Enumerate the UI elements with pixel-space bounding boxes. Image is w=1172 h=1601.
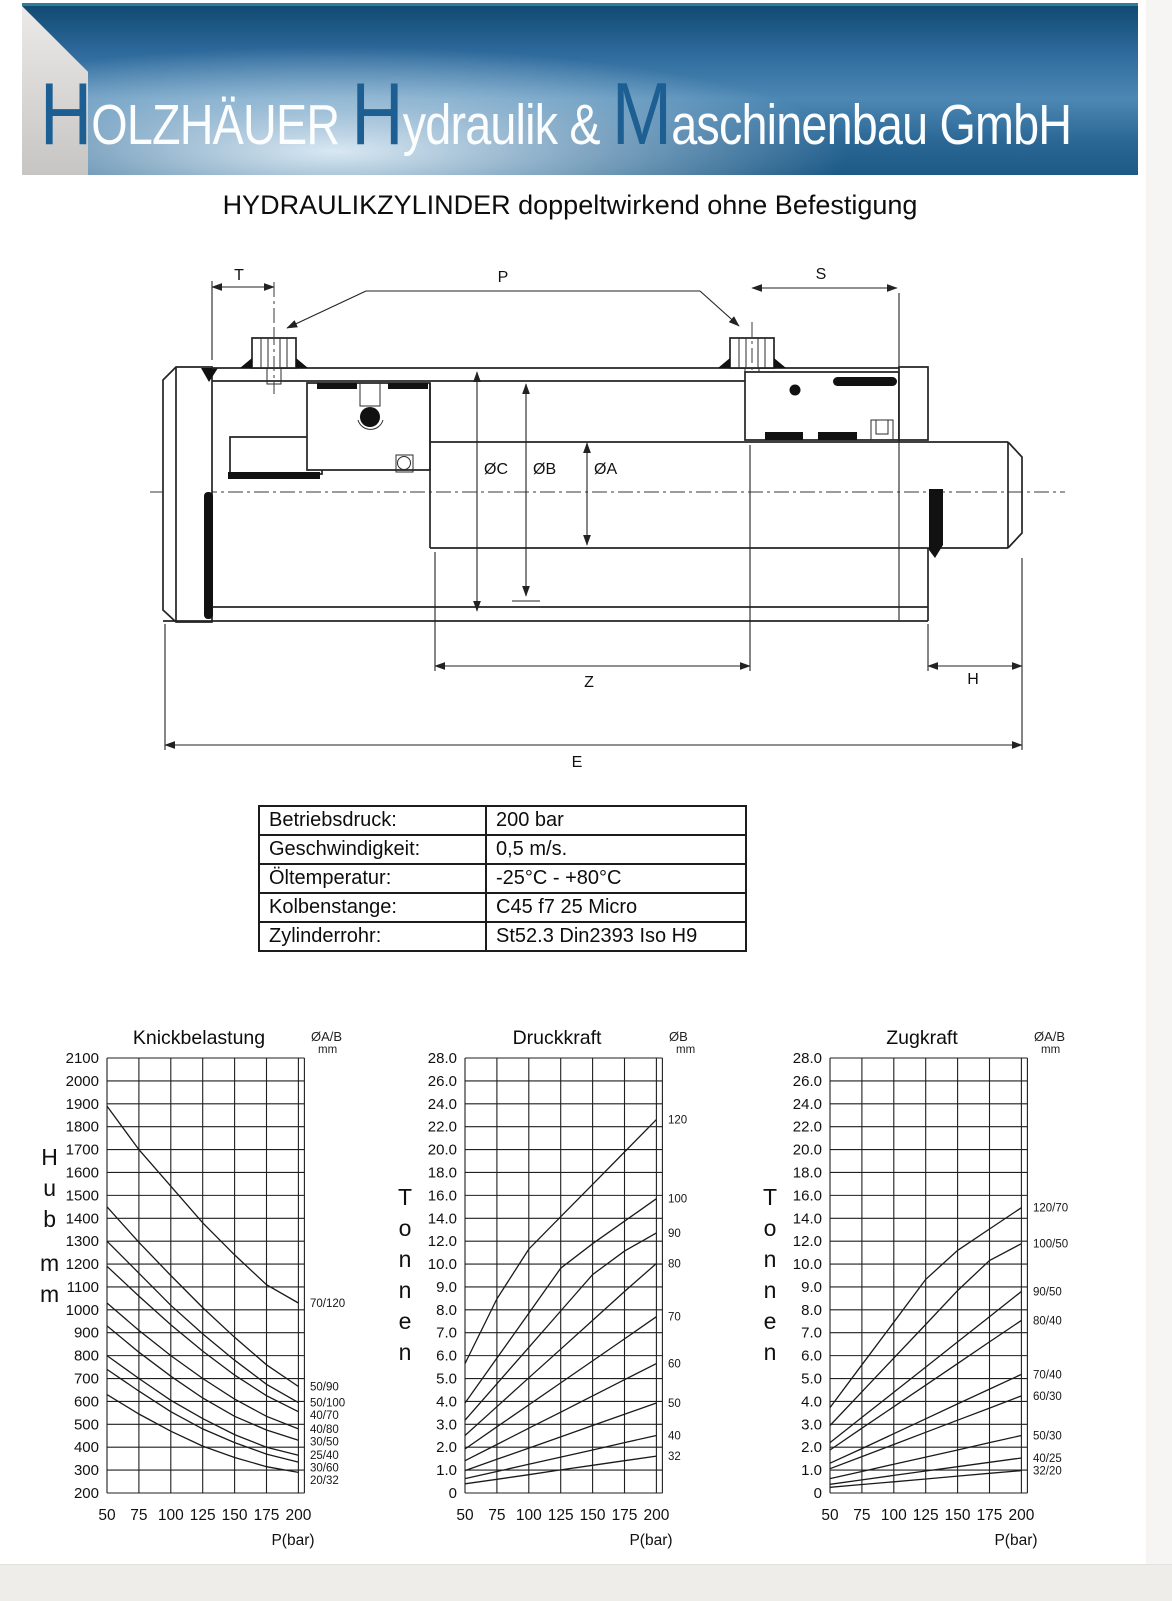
left-seal-bar [204,492,213,619]
svg-text:1200: 1200 [65,1256,99,1274]
svg-text:Druckkraft: Druckkraft [512,1027,602,1049]
svg-text:14.0: 14.0 [792,1210,822,1228]
svg-text:600: 600 [73,1393,99,1411]
svg-text:120/70: 120/70 [1033,1202,1069,1215]
svg-text:0: 0 [448,1485,457,1502]
spec-value: -25°C - +80°C [486,864,746,893]
svg-text:70: 70 [668,1311,681,1324]
svg-text:60/30: 60/30 [1033,1390,1062,1403]
svg-text:4.0: 4.0 [436,1393,457,1411]
svg-text:400: 400 [73,1439,99,1457]
svg-text:7.0: 7.0 [436,1324,457,1342]
svg-text:100: 100 [157,1507,184,1524]
svg-text:26.0: 26.0 [792,1072,822,1090]
svg-text:150: 150 [221,1507,248,1524]
svg-text:20.0: 20.0 [792,1141,822,1159]
table-row [259,806,746,835]
svg-text:12.0: 12.0 [427,1233,457,1251]
svg-text:24.0: 24.0 [792,1095,822,1113]
svg-text:8.0: 8.0 [801,1301,822,1319]
spec-value: 0,5 m/s. [486,835,746,864]
svg-text:26.0: 26.0 [427,1072,457,1090]
svg-text:75: 75 [488,1507,506,1524]
svg-text:6.0: 6.0 [801,1347,822,1365]
svg-text:200: 200 [1008,1507,1035,1524]
svg-text:50/90: 50/90 [310,1381,339,1394]
spec-label: Kolbenstange: [259,893,486,922]
port-left [240,330,308,394]
svg-text:ØA/B: ØA/B [1034,1029,1066,1044]
dim-label-dc: ØC [484,461,508,478]
svg-text:ØA/B: ØA/B [311,1029,343,1044]
y-axis-label: H u b m m [40,1144,60,1307]
svg-text:2100: 2100 [65,1050,99,1067]
svg-text:40/25: 40/25 [1033,1452,1062,1465]
table-row [259,922,746,951]
svg-text:1.0: 1.0 [801,1462,822,1480]
svg-text:1300: 1300 [65,1233,99,1251]
brand-initial: H [351,63,403,163]
svg-text:1900: 1900 [65,1095,99,1113]
svg-text:80/40: 80/40 [1033,1315,1062,1328]
svg-text:28.0: 28.0 [427,1050,457,1067]
svg-text:200: 200 [285,1507,312,1524]
svg-text:20/32: 20/32 [310,1475,339,1488]
svg-text:50/30: 50/30 [1033,1430,1062,1443]
svg-text:mm: mm [676,1044,696,1056]
company-logo-banner [22,3,1138,175]
chart-knickbelastung [40,1020,392,1598]
y-axis-label: T o n n e n [763,1184,778,1365]
spec-label: Betriebsdruck: [259,806,486,835]
svg-text:1400: 1400 [65,1210,99,1228]
spec-label: Öltemperatur: [259,864,486,893]
svg-text:14.0: 14.0 [427,1210,457,1228]
svg-text:12.0: 12.0 [792,1233,822,1251]
svg-text:125: 125 [912,1507,939,1524]
spec-label: Zylinderrohr: [259,922,486,951]
dim-label-h: H [967,671,979,688]
svg-text:90: 90 [668,1227,681,1240]
scan-edge-band [1146,0,1172,1600]
dim-label-da: ØA [594,461,618,478]
brand-text: aschinenbau GmbH [671,92,1072,157]
svg-text:50: 50 [98,1507,116,1524]
svg-text:175: 175 [253,1507,280,1524]
rod-seal-band [929,489,943,558]
svg-text:1600: 1600 [65,1164,99,1182]
table-row [259,864,746,893]
svg-text:0: 0 [813,1485,822,1502]
svg-text:Zugkraft: Zugkraft [886,1027,958,1049]
svg-text:50: 50 [456,1507,474,1524]
svg-text:25/40: 25/40 [310,1450,339,1463]
svg-text:2.0: 2.0 [801,1439,822,1457]
svg-text:40/70: 40/70 [310,1410,339,1423]
svg-text:40: 40 [668,1430,681,1443]
spec-table [258,805,747,952]
svg-text:150: 150 [944,1507,971,1524]
svg-text:1.0: 1.0 [436,1462,457,1480]
svg-text:22.0: 22.0 [792,1118,822,1136]
page-title: HYDRAULIKZYLINDER doppeltwirkend ohne Befestigung [222,190,918,220]
brand-initial: M [611,63,672,163]
svg-text:150: 150 [579,1507,606,1524]
chart-grid [107,1058,304,1493]
svg-text:10.0: 10.0 [792,1256,822,1274]
svg-text:50/100: 50/100 [310,1397,346,1410]
svg-text:300: 300 [73,1462,99,1480]
spec-label: Geschwindigkeit: [259,835,486,864]
svg-text:75: 75 [130,1507,148,1524]
cylinder-drawing [0,250,1172,790]
chart-druckkraft [398,1020,750,1598]
svg-text:4.0: 4.0 [801,1393,822,1411]
svg-text:7.0: 7.0 [801,1324,822,1342]
svg-text:3.0: 3.0 [801,1416,822,1434]
chart-zugkraft [763,1020,1115,1598]
svg-text:50: 50 [821,1507,839,1524]
svg-text:1500: 1500 [65,1187,99,1205]
dim-label-db: ØB [533,461,557,478]
svg-text:32/20: 32/20 [1033,1465,1062,1478]
svg-text:125: 125 [189,1507,216,1524]
svg-text:2000: 2000 [65,1072,99,1090]
table-row [259,835,746,864]
dim-label-s: S [815,266,827,283]
svg-text:18.0: 18.0 [427,1164,457,1182]
svg-text:28.0: 28.0 [792,1050,822,1067]
brand-text: OLZHÄUER [91,92,352,157]
svg-text:P(bar): P(bar) [271,1532,315,1549]
svg-text:3.0: 3.0 [436,1416,457,1434]
spec-value: St52.3 Din2393 Iso H9 [486,922,746,951]
svg-text:100/50: 100/50 [1033,1238,1069,1251]
brand-text: ydraulik & [402,92,612,157]
svg-text:24.0: 24.0 [427,1095,457,1113]
svg-text:700: 700 [73,1370,99,1388]
svg-text:mm: mm [1041,1044,1061,1056]
svg-text:5.0: 5.0 [801,1370,822,1388]
chart-canvas [770,1020,1115,1590]
spec-value: C45 f7 25 Micro [486,893,746,922]
svg-text:5.0: 5.0 [436,1370,457,1388]
svg-text:30/50: 30/50 [310,1436,339,1449]
svg-text:P(bar): P(bar) [629,1532,673,1549]
svg-text:175: 175 [611,1507,638,1524]
chart-canvas [47,1020,392,1590]
company-name [40,63,1072,163]
svg-text:40/80: 40/80 [310,1423,339,1436]
svg-text:175: 175 [976,1507,1003,1524]
dim-label-t: T [234,267,244,284]
svg-text:50: 50 [668,1398,681,1411]
svg-text:30/60: 30/60 [310,1462,339,1475]
dim-label-e: E [571,754,583,771]
chart-grid [830,1058,1027,1493]
svg-text:Knickbelastung: Knickbelastung [132,1027,266,1049]
svg-text:120: 120 [668,1114,688,1127]
svg-text:P(bar): P(bar) [994,1532,1038,1549]
brand-initial: H [40,63,92,163]
svg-text:10.0: 10.0 [427,1256,457,1274]
svg-text:1800: 1800 [65,1118,99,1136]
piston-rod [430,442,1022,558]
chart-canvas [405,1020,750,1590]
piston-assembly [228,383,430,548]
svg-text:75: 75 [853,1507,871,1524]
svg-text:9.0: 9.0 [436,1278,457,1296]
svg-text:70/120: 70/120 [310,1297,346,1310]
svg-text:90/50: 90/50 [1033,1286,1062,1299]
svg-text:16.0: 16.0 [792,1187,822,1205]
svg-text:16.0: 16.0 [427,1187,457,1205]
svg-text:1100: 1100 [66,1278,99,1296]
svg-text:80: 80 [668,1258,681,1271]
dim-label-p: P [497,269,509,286]
svg-text:22.0: 22.0 [427,1118,457,1136]
svg-text:32: 32 [668,1451,681,1464]
svg-text:8.0: 8.0 [436,1301,457,1319]
svg-text:9.0: 9.0 [801,1278,822,1296]
y-axis-label: T o n n e n [398,1184,413,1365]
svg-text:1700: 1700 [65,1141,99,1159]
svg-text:500: 500 [73,1416,99,1434]
svg-text:2.0: 2.0 [436,1439,457,1457]
svg-text:100: 100 [668,1193,688,1206]
svg-text:20.0: 20.0 [427,1141,457,1159]
svg-text:70/40: 70/40 [1033,1369,1062,1382]
rod-gland [745,367,928,440]
svg-text:100: 100 [515,1507,542,1524]
svg-text:18.0: 18.0 [792,1164,822,1182]
svg-text:200: 200 [73,1485,99,1502]
svg-text:200: 200 [643,1507,670,1524]
svg-text:125: 125 [547,1507,574,1524]
svg-text:mm: mm [318,1044,338,1056]
svg-text:100: 100 [880,1507,907,1524]
svg-text:1000: 1000 [65,1301,99,1319]
svg-text:60: 60 [668,1358,681,1371]
svg-text:ØB: ØB [669,1029,688,1044]
spec-value: 200 bar [486,806,746,835]
svg-text:6.0: 6.0 [436,1347,457,1365]
svg-text:800: 800 [73,1347,99,1365]
svg-text:900: 900 [73,1324,99,1342]
dim-label-z: Z [584,674,594,691]
table-row [259,893,746,922]
